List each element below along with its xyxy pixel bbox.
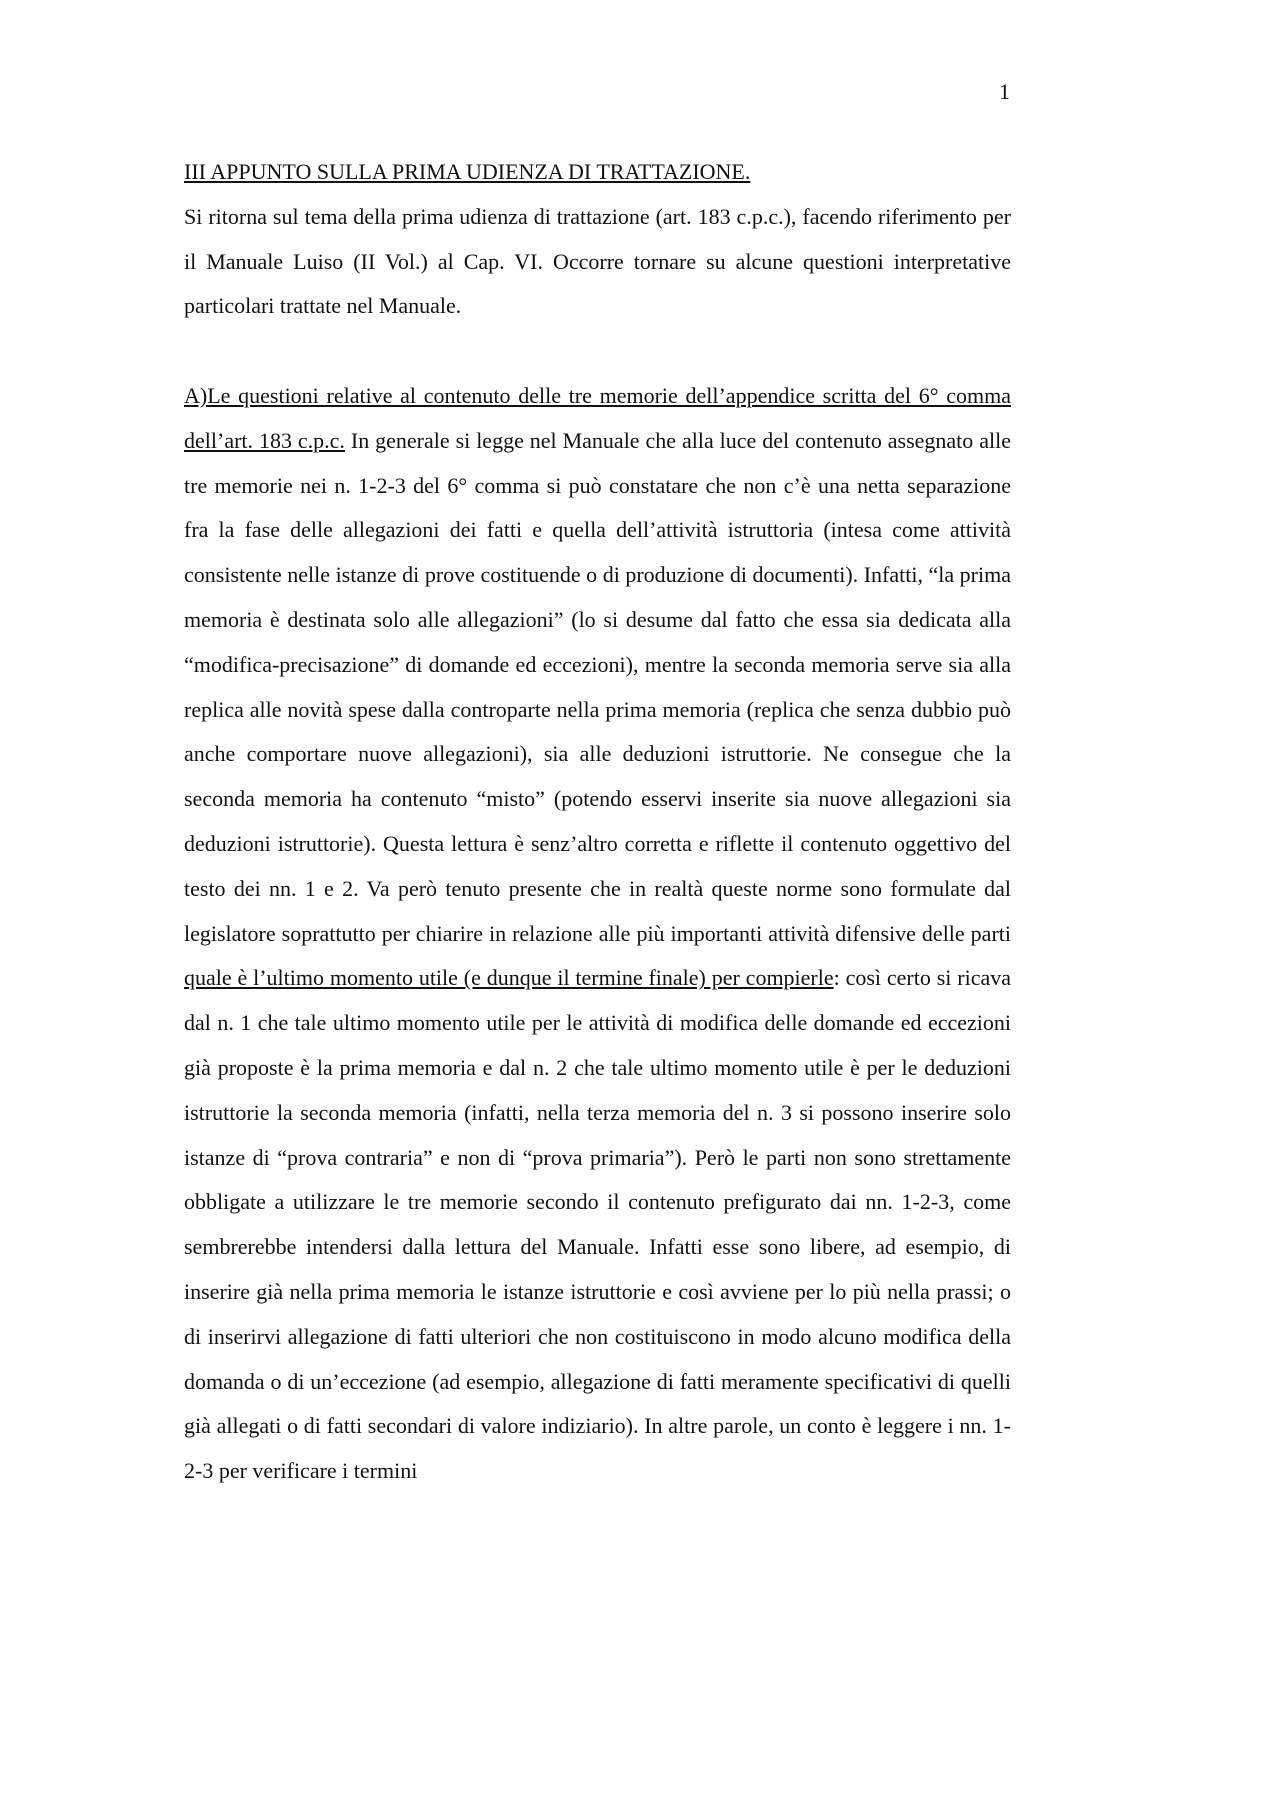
section-a-paragraph [184,374,1011,1494]
section-a-text-part-1: In generale si legge nel Manuale che alla luce del contenuto assegnato alle tre memorie nei n. 1-2-3 del 6° comma si può constatare che non c’è una netta separazione fra la fase delle allegazioni dei fatti e quella dell’attività istruttoria (intesa come attività consistente nelle istanze di prove costituende o di produzione di documenti). Infatti, “la prima memoria è destinata solo alle allegazioni” (lo si desume dal fatto che essa sia dedicata alla “modifica-precisazione” di domande ed eccezioni), mentre la seconda memoria serve sia alla replica alle novità spese dalla controparte nella prima memoria (replica che senza dubbio può anche comportare nuove allegazioni), sia alle deduzioni istruttorie. Ne consegue che la seconda memoria ha contenuto “misto” (potendo esservi inserite sia nuove allegazioni sia deduzioni istruttorie). Questa lettura è senz’altro corretta e riflette il contenuto oggettivo del testo dei nn. 1 e 2. Va però tenuto presente che in realtà queste norme sono formulate dal legislatore soprattutto per chiarire in relazione alle più importanti attività difensive delle parti [184,427,1011,946]
section-heading: III APPUNTO SULLA PRIMA UDIENZA DI TRATTAZIONE. [184,159,751,184]
section-a-text-part-2: : così certo si ricava dal n. 1 che tale ultimo momento utile per le attività di modifica delle domande ed eccezioni già proposte è la prima memoria e dal n. 2 che tale ultimo momento utile è per le deduzioni istruttorie la seconda memoria (infatti, nella terza memoria del n. 3 si possono inserire solo istanze di “prova contraria” e non di “prova primaria”). Però le parti non sono strettamente obbligate a utilizzare le tre memorie secondo il contenuto prefigurato dai nn. 1-2-3, come sembrerebbe intendersi dalla lettura del Manuale. Infatti esse sono libere, ad esempio, di inserire già nella prima memoria le istanze istruttorie e così avviene per lo più nella prassi; o di inserirvi allegazione di fatti ulteriori che non costituiscono in modo alcuno modifica della domanda o di un’eccezione (ad esempio, allegazione di fatti meramente specificativi di quelli già allegati o di fatti secondari di valore indiziario). In altre parole, un conto è leggere i nn. 1-2-3 per verificare i termini [184,965,1011,1484]
section-a-underlined-phrase: quale è l’ultimo momento utile (e dunque il termine finale) per compierle [184,965,834,991]
paragraph-spacer [184,329,1011,374]
intro-paragraph: Si ritorna sul tema della prima udienza di trattazione (art. 183 c.p.c.), facendo riferimento per il Manuale Luiso (II Vol.) al Cap. VI. Occorre tornare su alcune questioni interpretative particolari trattate nel Manuale. [184,203,1011,319]
section-a-title: A)Le questioni relative al contenuto delle tre memorie dell’appendice scritta del 6° comma dell’art. 183 c.p.c. [184,382,1011,453]
page-number: 1 [999,79,1010,104]
document-body [184,150,1011,1494]
